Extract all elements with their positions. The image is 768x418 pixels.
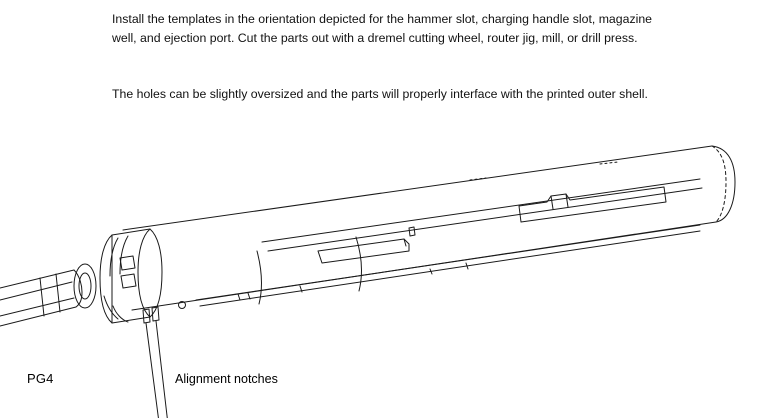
nut-detail-panel-2 xyxy=(121,274,136,288)
leader-line-1 xyxy=(146,323,166,418)
lower-rail-line-2 xyxy=(200,231,700,306)
nut-flute-2 xyxy=(120,236,128,274)
ejection-port-notch-left xyxy=(551,196,553,209)
nut-bore-ellipse xyxy=(79,273,91,299)
lower-rail-line xyxy=(196,225,700,300)
left-tube-band-1 xyxy=(40,278,44,316)
page-number-label: PG4 xyxy=(27,371,54,386)
leader-line-2 xyxy=(156,321,174,418)
left-tube-top xyxy=(0,270,74,288)
instruction-paragraph-2: The holes can be slightly oversized and the parts will properly interface with the printed outer shell. xyxy=(112,87,648,101)
construction-dash-2 xyxy=(600,162,618,164)
nut-flute-1 xyxy=(110,238,118,276)
barrel-nut-inner-face xyxy=(138,229,150,317)
left-tube-bottom xyxy=(0,307,76,326)
nut-end-ellipse xyxy=(74,264,96,308)
nut-detail-panel xyxy=(120,256,135,270)
nut-flute-3 xyxy=(113,306,128,322)
lower-notch-1 xyxy=(238,294,240,300)
top-rail-line xyxy=(262,179,700,242)
instruction-paragraph-1: Install the templates in the orientation depicted for the hammer slot, charging handle slot, magazine well, and ejection port. Cut the parts out with a dremel cutting wheel, router jig, mill, or drill press. xyxy=(112,12,653,45)
body-end-cap-hidden xyxy=(712,146,726,222)
receiver-assembly-drawing xyxy=(0,110,768,418)
lower-notch-2 xyxy=(248,293,250,299)
receiver-seam-front xyxy=(257,251,261,304)
ejection-port-cutout xyxy=(519,187,666,222)
left-tube-line-2 xyxy=(0,298,74,316)
top-rail-line-2 xyxy=(268,188,702,251)
charging-handle-slot xyxy=(318,239,409,263)
body-end-cap xyxy=(712,146,735,222)
alignment-notches-label: Alignment notches xyxy=(175,372,278,386)
body-top-edge xyxy=(123,146,712,230)
left-tube-band-2 xyxy=(56,274,60,312)
left-tube-line-1 xyxy=(0,282,72,300)
slot-step-detail xyxy=(409,227,415,236)
